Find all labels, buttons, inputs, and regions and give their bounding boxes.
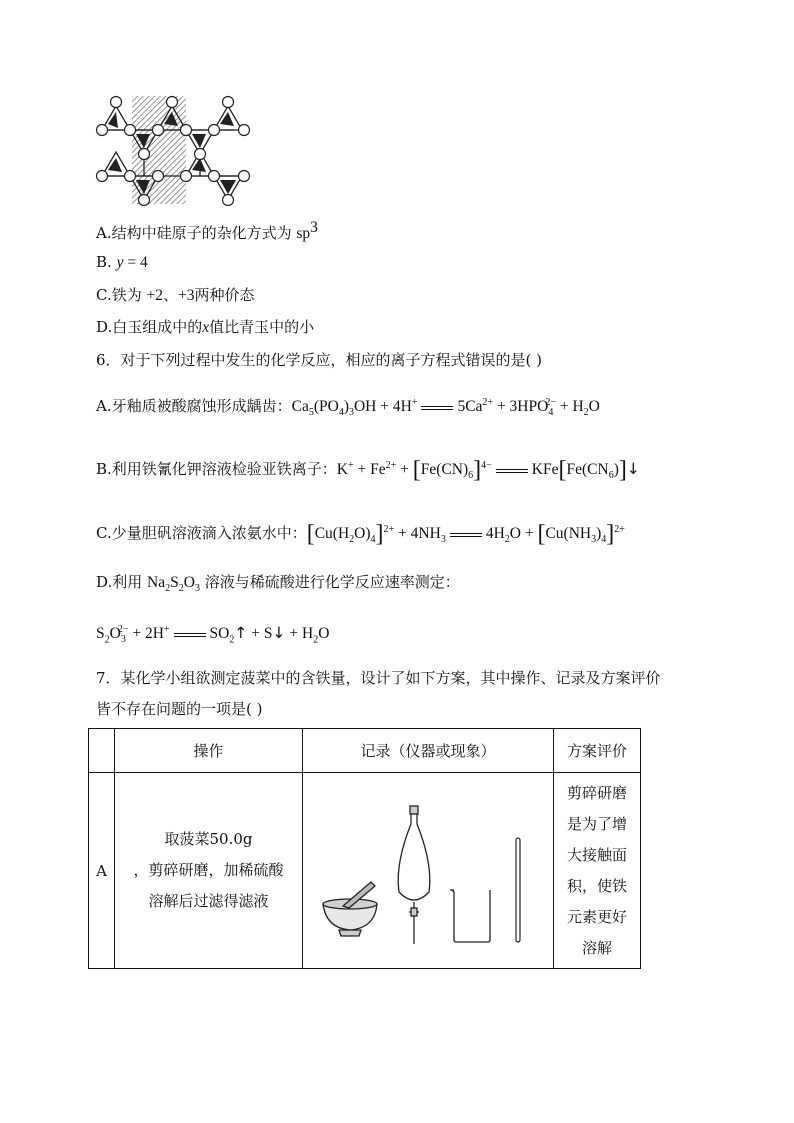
q5-option-b[interactable]: B. y = 4 (96, 253, 148, 271)
table-header-operation: 操作 (115, 729, 303, 773)
table-header-record: 记录（仪器或现象） (303, 729, 554, 773)
q6-stem: 6．对于下列过程中发生的化学反应，相应的离子方程式错误的是( ) (96, 351, 543, 369)
table-header-evaluation: 方案评价 (554, 729, 641, 773)
table-header-blank (89, 729, 115, 773)
crystal-structure-figure (94, 94, 258, 206)
row-a-operation: 取菠菜50.0g ，剪碎研磨，加稀硫酸 溶解后过滤得滤液 (115, 773, 303, 969)
row-a-label: A (89, 773, 115, 969)
glass-rod-icon (516, 838, 520, 942)
q7-table (88, 728, 641, 969)
q7-stem-line2: 皆不存在问题的一项是( ) (96, 700, 263, 718)
q5-option-d[interactable]: D.白玉组成中的x值比青玉中的小 (96, 318, 315, 336)
beaker-icon (450, 890, 490, 942)
row-a-evaluation: 剪碎研磨 是为了增 大接触面 积，使铁 元素更好 溶解 (554, 773, 641, 969)
table-row (89, 773, 641, 969)
separatory-funnel-icon (398, 806, 430, 944)
q6-option-d[interactable]: D.利用 $Na_2S_2O_3$ 溶液与稀硫酸进行化学反应速率测定： (96, 573, 460, 595)
q7-stem-line1: 7．某化学小组欲测定菠菜中的含铁量，设计了如下方案，其中操作、记录及方案评价 (96, 669, 661, 687)
q6-option-c-equation: $[Cu(H_2O)_4]^{2+} + 4NH_3$ $4H_2O + [Cu(NH_3)_4]^{2+}$ (306, 521, 625, 548)
sodium-thiosulfate-formula: $Na_2S_2O_3$ (147, 574, 200, 595)
q6-option-a-equation: $Ca_5(PO_4)_3OH + 4H^+$ $5Ca^{2+} + 3HPO_4^{2-} + H_2O$ (291, 397, 600, 419)
row-a-record (303, 773, 554, 969)
q6-option-d-equation: $S_2O_3^{2-} + 2H^+$ $SO_2↑$ + S↓ + $H_2O$ (96, 624, 330, 646)
lab-apparatus-figure (313, 794, 543, 944)
q6-option-b[interactable]: B.利用铁氰化钾溶液检验亚铁离子：$K^+ + Fe^{2+} + [Fe(CN)_6]^{4-}$ $KFe[Fe(CN_6)]↓$ (96, 457, 640, 484)
q5-option-a[interactable]: A.结构中硅原子的杂化方式为 $sp^3$ (96, 219, 318, 242)
mortar-and-pestle-icon (323, 882, 377, 936)
q6-option-b-equation: $K^+ + Fe^{2+} + [Fe(CN)_6]^{4-}$ $KFe[Fe(CN_6)]↓$ (336, 457, 640, 484)
q6-option-a[interactable]: A.牙釉质被酸腐蚀形成龋齿：$Ca_5(PO_4)_3OH + 4H^+$ $5Ca^{2+} + 3HPO_4^{2-} + H_2O$ (96, 397, 600, 419)
q5-option-c[interactable]: C.铁为 +2、+3两种价态 (96, 286, 255, 304)
q6-option-c[interactable]: C.少量胆矾溶液滴入浓氨水中：$[Cu(H_2O)_4]^{2+} + 4NH_3$ $4H_2O + [Cu(NH_3)_4]^{2+}$ (96, 521, 625, 548)
